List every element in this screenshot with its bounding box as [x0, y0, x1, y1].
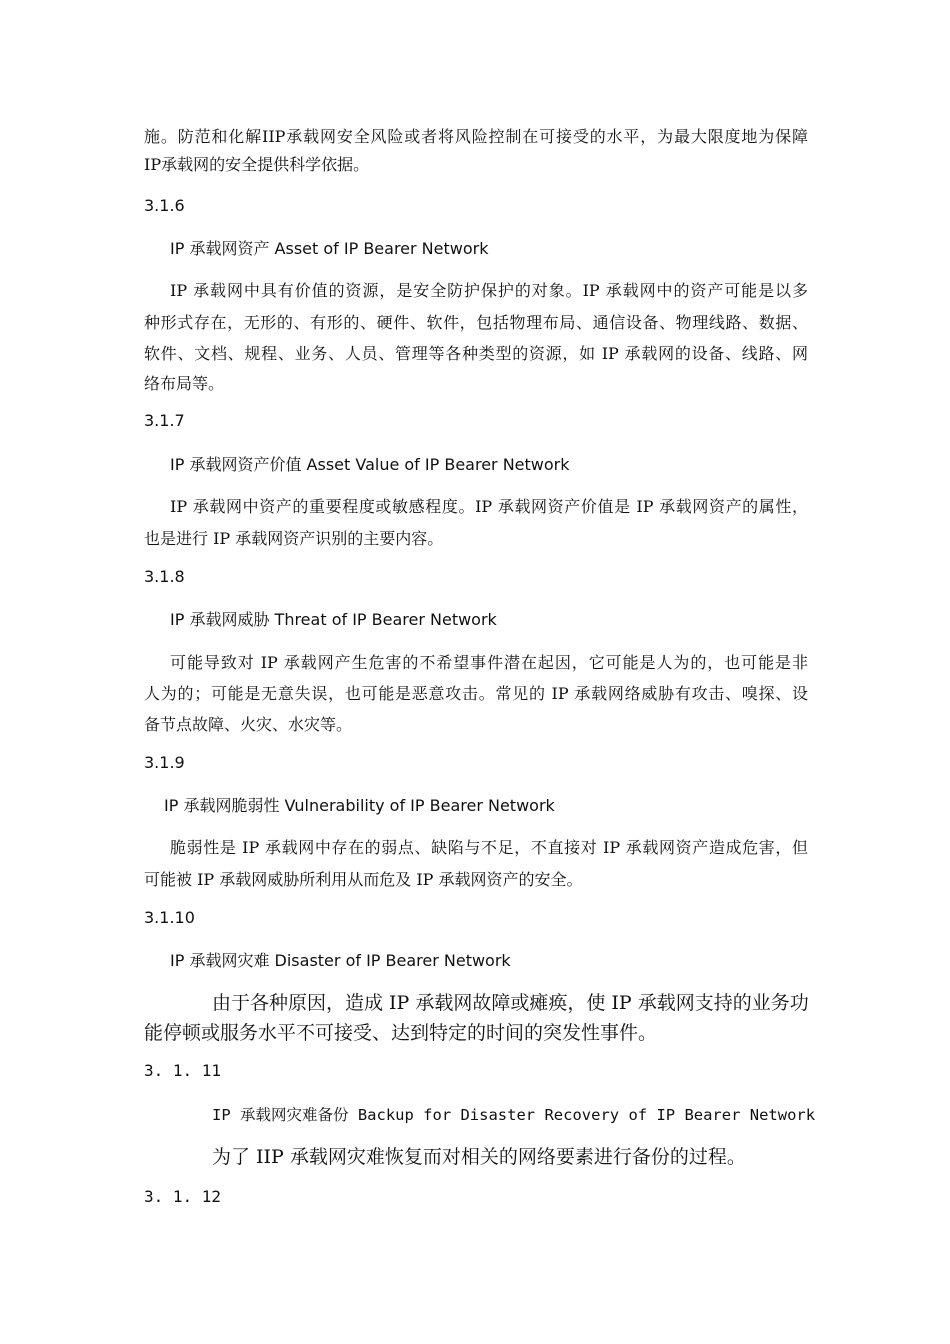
section-number-3-1-8: 3.1.8: [144, 567, 185, 586]
section-number-3-1-9: 3.1.9: [144, 753, 185, 772]
section-number-3-1-11: 3. 1. 11: [144, 1061, 222, 1080]
definition-line: 络布局等。: [144, 374, 225, 393]
definition-line: IP 承载网中具有价值的资源，是安全防护保护的对象。IP 承载网中的资产可能是以多: [170, 281, 808, 300]
intro-line-2: IP承载网的安全提供科学依据。: [144, 155, 370, 174]
definition-line: 备节点故障、火灾、水灾等。: [144, 715, 353, 734]
definition-line: 软件、文档、规程、业务、人员、管理等各种类型的资源，如 IP 承载网的设备、线路、网: [144, 344, 808, 363]
definition-line: 可能导致对 IP 承载网产生危害的不希望事件潜在起因，它可能是人为的，也可能是非: [170, 653, 808, 672]
section-number-3-1-12: 3. 1. 12: [144, 1187, 222, 1206]
definition-line: 为了 IIP 承载网灾难恢复而对相关的网络要素进行备份的过程。: [212, 1146, 746, 1168]
definition-line: 脆弱性是 IP 承载网中存在的弱点、缺陷与不足，不直接对 IP 承载网资产造成危害，但: [170, 838, 808, 857]
definition-line: 能停顿或服务水平不可接受、达到特定的时间的突发性事件。: [144, 1022, 658, 1044]
term-heading-3-1-10: IP 承载网灾难 Disaster of IP Bearer Network: [170, 951, 511, 970]
term-heading-3-1-8: IP 承载网威胁 Threat of IP Bearer Network: [170, 610, 497, 629]
intro-line-1: 施。防范和化解IIP承载网安全风险或者将风险控制在可接受的水平，为最大限度地为保障: [144, 127, 808, 146]
section-number-3-1-10: 3.1.10: [144, 908, 195, 927]
definition-line: 由于各种原因，造成 IP 承载网故障或瘫痪，使 IP 承载网支持的业务功: [212, 992, 809, 1014]
section-number-3-1-6: 3.1.6: [144, 196, 185, 215]
definition-line: 也是进行 IP 承载网资产识别的主要内容。: [144, 529, 444, 548]
term-heading-3-1-6: IP 承载网资产 Asset of IP Bearer Network: [170, 239, 489, 258]
definition-line: IP 承载网中资产的重要程度或敏感程度。IP 承载网资产价值是 IP 承载网资产的属性，: [170, 497, 808, 516]
definition-line: 可能被 IP 承载网威胁所利用从而危及 IP 承载网资产的安全。: [144, 870, 583, 889]
term-heading-3-1-7: IP 承载网资产价值 Asset Value of IP Bearer Network: [170, 455, 570, 474]
definition-line: 种形式存在，无形的、有形的、硬件、软件，包括物理布局、通信设备、物理线路、数据、: [144, 313, 808, 332]
section-number-3-1-7: 3.1.7: [144, 411, 185, 430]
term-heading-3-1-11: IP 承载网灾难备份 Backup for Disaster Recovery of IP Bearer Network: [212, 1106, 816, 1124]
definition-line: 人为的；可能是无意失误，也可能是恶意攻击。常见的 IP 承载网络威胁有攻击、嗅探、设: [144, 684, 808, 703]
term-heading-3-1-9: IP 承载网脆弱性 Vulnerability of IP Bearer Network: [164, 796, 555, 815]
